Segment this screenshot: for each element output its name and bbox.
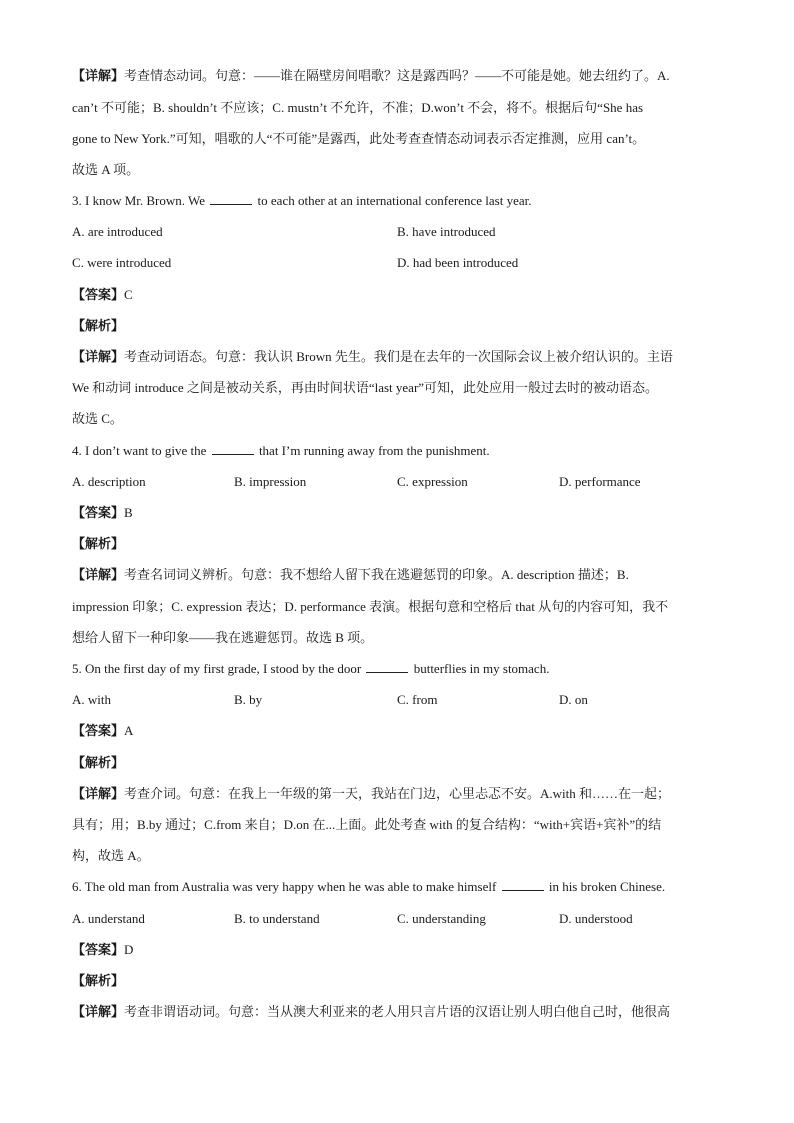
q3-blank	[210, 192, 252, 205]
q6-option-c: C. understanding	[397, 911, 486, 926]
q6-stem	[72, 878, 665, 896]
q3-answer-value: C	[124, 287, 133, 302]
q2-detail-line-4: 故选 A 项。	[72, 162, 140, 177]
q4-answer	[72, 504, 133, 522]
q4-stem-before: 4. I don’t want to give the	[72, 443, 207, 458]
q5-detail-text-1: 考查介词。句意：在我上一年级的第一天，我站在门边，心里忐忑不安。A.with 和……在一起；	[124, 786, 671, 801]
answer-tag: 【答案】	[72, 942, 125, 957]
q4-analysis-tag: 【解析】	[72, 536, 125, 551]
q3-stem	[72, 192, 532, 210]
q3-stem-before: 3. I know Mr. Brown. We	[72, 193, 206, 208]
q4-blank	[212, 442, 254, 455]
q6-option-b: B. to understand	[234, 911, 320, 926]
q4-option-c: C. expression	[397, 474, 468, 489]
q3-option-c: C. were introduced	[72, 255, 172, 270]
q3-detail-line-1	[72, 348, 673, 366]
q6-option-a: A. understand	[72, 911, 145, 926]
detail-tag: 【详解】	[72, 349, 125, 364]
q4-detail-line-3: 想给人留下一种印象——我在逃避惩罚。故选 B 项。	[72, 630, 374, 645]
q5-detail-line-3: 构，故选 A。	[72, 848, 150, 863]
q4-stem	[72, 442, 490, 460]
q3-answer	[72, 286, 133, 304]
q6-analysis-tag: 【解析】	[72, 973, 125, 988]
q3-option-b: B. have introduced	[397, 224, 496, 239]
q6-blank	[502, 878, 544, 891]
q5-analysis-tag: 【解析】	[72, 755, 125, 770]
q6-answer-value: D	[124, 942, 134, 957]
q6-detail-text-1: 考查非谓语动词。句意：当从澳大利亚来的老人用只言片语的汉语让别人明白他自己时，他很高	[124, 1004, 671, 1019]
q6-stem-before: 6. The old man from Australia was very happy when he was able to make himself	[72, 879, 497, 894]
q6-stem-after: in his broken Chinese.	[548, 879, 666, 894]
q3-option-a: A. are introduced	[72, 224, 163, 239]
q5-option-a: A. with	[72, 692, 111, 707]
q3-detail-line-3: 故选 C。	[72, 411, 123, 426]
q2-detail-line-3: gone to New York.”可知，唱歌的人“不可能”是露西，此处考查查情态动词表示否定推测，应用 can’t。	[72, 131, 646, 146]
q5-answer	[72, 722, 133, 740]
q4-detail-line-2: impression 印象；C. expression 表达；D. performance 表演。根据句意和空格后 that 从句的内容可知，我不	[72, 599, 669, 614]
q2-detail-line-2: can’t 不可能；B. shouldn’t 不应该；C. mustn’t 不允许，不准；D.won’t 不会，将不。根据后句“She has	[72, 100, 644, 115]
q5-stem-before: 5. On the first day of my first grade, I stood by the door	[72, 661, 362, 676]
q4-detail-text-1: 考查名词词义辨析。句意：我不想给人留下我在逃避惩罚的印象。A. description 描述；B.	[124, 567, 629, 582]
detail-tag: 【详解】	[72, 567, 125, 582]
q3-detail-line-2: We 和动词 introduce 之间是被动关系，再由时间状语“last year”可知，此处应用一般过去时的被动语态。	[72, 380, 659, 395]
q5-stem-after: butterflies in my stomach.	[413, 661, 550, 676]
q4-option-a: A. description	[72, 474, 146, 489]
answer-tag: 【答案】	[72, 505, 125, 520]
q3-analysis-tag: 【解析】	[72, 318, 125, 333]
answer-tag: 【答案】	[72, 287, 125, 302]
q3-option-d: D. had been introduced	[397, 255, 519, 270]
q5-stem	[72, 660, 549, 678]
detail-tag: 【详解】	[72, 1004, 125, 1019]
q5-detail-line-2: 具有；用；B.by 通过；C.from 来自；D.on 在...上面。此处考查 with 的复合结构：“with+宾语+宾补”的结	[72, 817, 662, 832]
answer-tag: 【答案】	[72, 723, 125, 738]
q2-detail-text-1: 考查情态动词。句意：——谁在隔壁房间唱歌？这是露西吗？——不可能是她。她去纽约了。A.	[124, 68, 670, 83]
detail-tag: 【详解】	[72, 68, 125, 83]
q5-blank	[366, 660, 408, 673]
q6-detail-line-1	[72, 1003, 670, 1021]
q4-option-b: B. impression	[234, 474, 307, 489]
q5-option-b: B. by	[234, 692, 263, 707]
q4-detail-line-1	[72, 566, 629, 584]
q2-detail-line-1	[72, 67, 670, 85]
q6-answer	[72, 941, 133, 959]
q5-option-c: C. from	[397, 692, 438, 707]
detail-tag: 【详解】	[72, 786, 125, 801]
q3-stem-after: to each other at an international conference last year.	[257, 193, 532, 208]
q5-detail-line-1	[72, 785, 670, 803]
q3-detail-text-1: 考查动词语态。句意：我认识 Brown 先生。我们是在去年的一次国际会议上被介绍认识的。主语	[124, 349, 673, 364]
q6-option-d: D. understood	[559, 911, 633, 926]
q4-option-d: D. performance	[559, 474, 641, 489]
q4-stem-after: that I’m running away from the punishment.	[258, 443, 490, 458]
q5-answer-value: A	[124, 723, 134, 738]
q5-option-d: D. on	[559, 692, 588, 707]
q4-answer-value: B	[124, 505, 133, 520]
